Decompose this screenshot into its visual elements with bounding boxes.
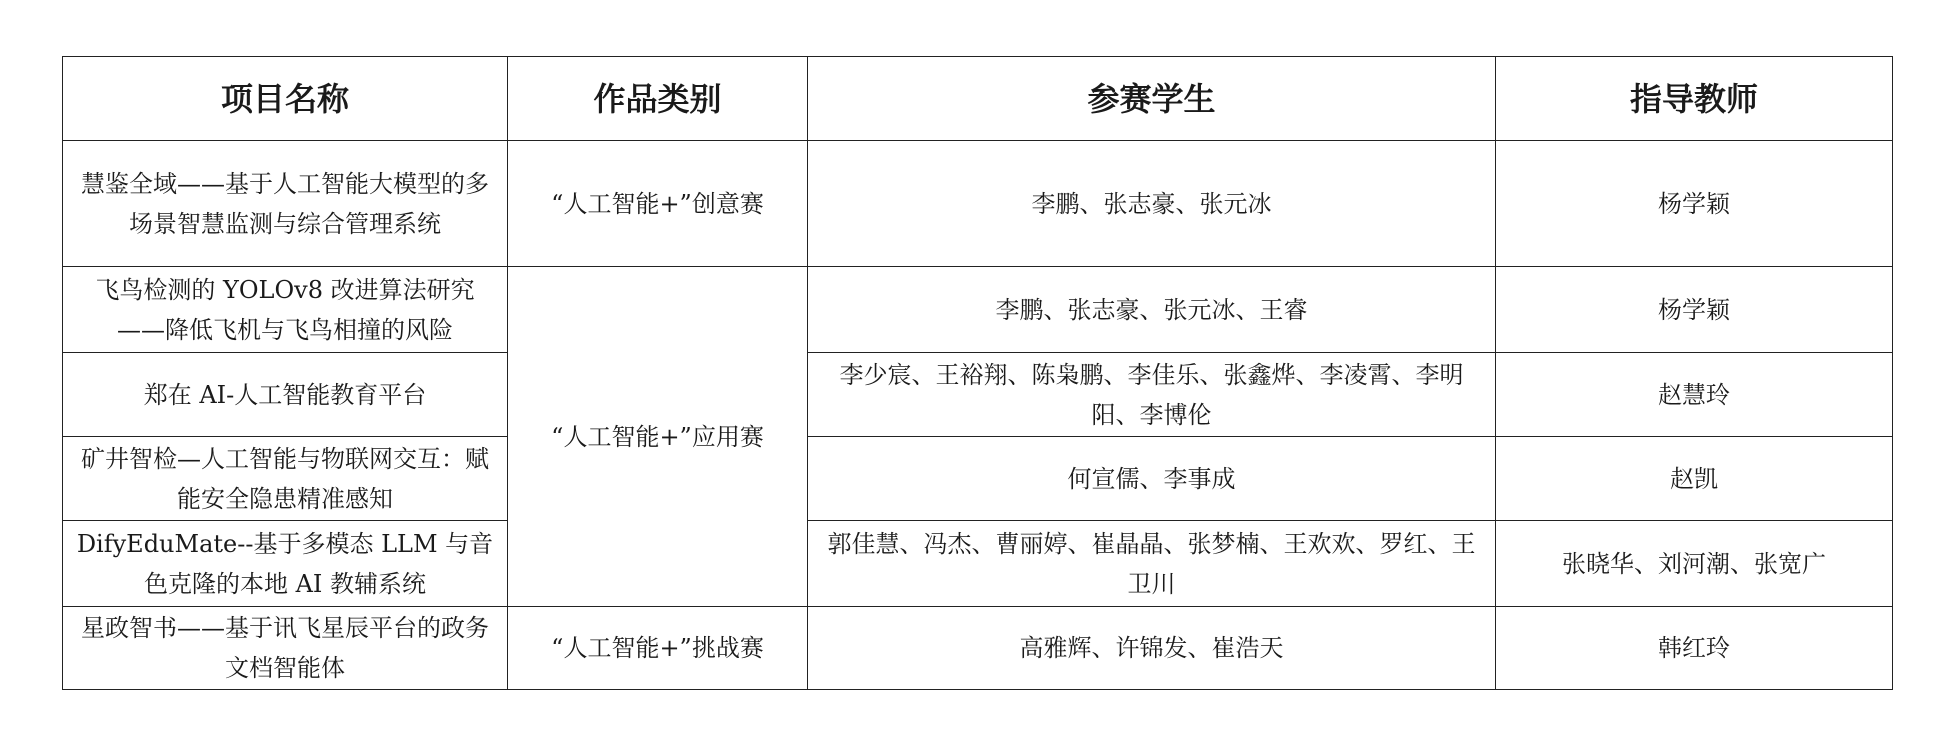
table-row (63, 437, 1893, 521)
table-row (63, 141, 1893, 267)
project-name-cell (63, 353, 508, 437)
students-cell (808, 607, 1496, 690)
category-cell: “人工智能+”挑战赛 (508, 607, 808, 690)
project-name: 郑在 AI-人工智能教育平台 (143, 380, 427, 409)
project-name-cell (63, 141, 508, 267)
header-students: 参赛学生 (808, 57, 1496, 141)
category-cell: “人工智能+”创意赛 (508, 141, 808, 267)
teacher-cell: 赵凯 (1496, 437, 1893, 521)
project-name: DifyEduMate--基于多模态 LLM 与音色克隆的本地 AI 教辅系统 (76, 529, 494, 598)
header-project: 项目名称 (63, 57, 508, 141)
teacher-cell: 杨学颖 (1496, 267, 1893, 353)
project-name: 矿井智检—人工智能与物联网交互：赋能安全隐患精准感知 (81, 444, 489, 513)
project-name-cell (63, 521, 508, 607)
students: 李鹏、张志豪、张元冰、王睿 (995, 295, 1308, 324)
students-cell (808, 521, 1496, 607)
project-name-cell (63, 267, 508, 353)
students: 何宣儒、李事成 (1067, 464, 1236, 493)
teacher-cell: 杨学颖 (1496, 141, 1893, 267)
teacher-cell: 赵慧玲 (1496, 353, 1893, 437)
students-cell (808, 353, 1496, 437)
table-row (63, 267, 1893, 353)
table-row (63, 353, 1893, 437)
header-teacher: 指导教师 (1496, 57, 1893, 141)
students: 李鹏、张志豪、张元冰 (1031, 189, 1272, 218)
teacher-cell: 张晓华、刘河潮、张宽广 (1496, 521, 1893, 607)
project-name-cell (63, 607, 508, 690)
project-name: 飞鸟检测的 YOLOv8 改进算法研究——降低飞机与飞鸟相撞的风险 (95, 275, 475, 344)
category-cell: “人工智能+”应用赛 (508, 267, 808, 607)
students: 高雅辉、许锦发、崔浩天 (1019, 634, 1284, 662)
header-row (63, 57, 1893, 141)
students-cell (808, 141, 1496, 267)
table-row (63, 607, 1893, 690)
students: 李少宸、王裕翔、陈枭鹏、李佳乐、张鑫烨、李凌霄、李明阳、李博伦 (839, 360, 1464, 429)
students-cell (808, 267, 1496, 353)
award-table (62, 56, 1893, 690)
students: 郭佳慧、冯杰、曹丽婷、崔晶晶、张梦楠、王欢欢、罗红、王卫川 (827, 529, 1476, 598)
project-name: 星政智书——基于讯飞星辰平台的政务文档智能体 (81, 614, 489, 682)
table-row (63, 521, 1893, 607)
project-name: 慧鉴全域——基于人工智能大模型的多场景智慧监测与综合管理系统 (81, 169, 489, 238)
students-cell (808, 437, 1496, 521)
project-name-cell (63, 437, 508, 521)
teacher-cell: 韩红玲 (1496, 607, 1893, 690)
header-category: 作品类别 (508, 57, 808, 141)
